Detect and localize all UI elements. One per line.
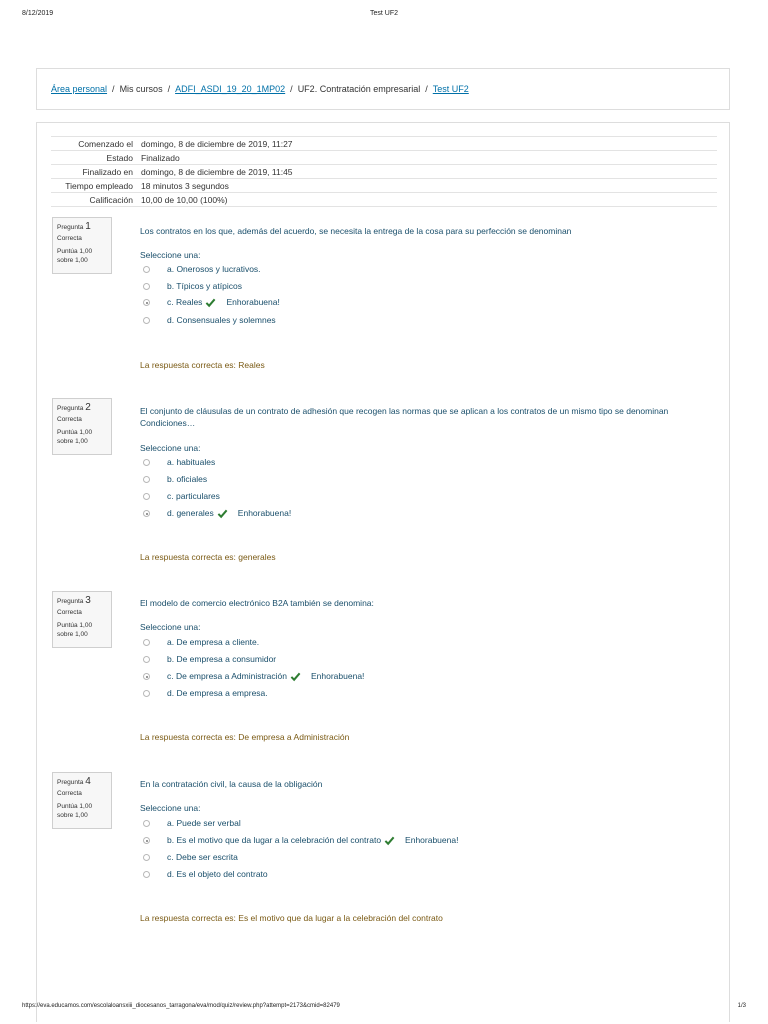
radio-button-checked[interactable] <box>143 510 150 517</box>
question-grade: Puntúa 1,00 sobre 1,00 <box>57 248 93 264</box>
option-label: a. Onerosos y lucrativos. <box>167 264 261 274</box>
breadcrumb-section: UF2. Contratación empresarial <box>297 84 421 94</box>
option-label: c. Debe ser escrita <box>167 852 238 862</box>
breadcrumb-separator: / <box>112 84 115 94</box>
question-number: Pregunta 2 <box>57 402 91 413</box>
summary-value: 18 minutos 3 segundos <box>141 179 717 193</box>
right-answer: La respuesta correcta es: De empresa a Administración <box>140 732 350 742</box>
question-info-box <box>52 591 112 648</box>
summary-value: 10,00 de 10,00 (100%) <box>141 193 717 207</box>
option-label: b. De empresa a consumidor <box>167 654 277 664</box>
question-text: El modelo de comercio electrónico B2A también se denomina: <box>140 598 374 608</box>
answer-prompt: Seleccione una: <box>140 803 201 813</box>
option-label: d. Es el objeto del contrato <box>167 869 268 879</box>
question-state: Correcta <box>57 609 82 616</box>
answer-prompt: Seleccione una: <box>140 622 201 632</box>
right-answer: La respuesta correcta es: Reales <box>140 360 265 370</box>
breadcrumb-separator: / <box>425 84 428 94</box>
radio-button[interactable] <box>143 459 150 466</box>
question-grade: Puntúa 1,00 sobre 1,00 <box>57 429 93 445</box>
right-answer: La respuesta correcta es: generales <box>140 552 276 562</box>
summary-row <box>51 137 717 151</box>
question-info-box <box>52 217 112 274</box>
print-footer <box>0 1003 768 1015</box>
summary-value: Finalizado <box>141 151 717 165</box>
summary-key: Comenzado el <box>51 137 141 151</box>
breadcrumb-course-link[interactable]: ADFI_ASDI_19_20_1MP02 <box>175 84 286 94</box>
option-label: a. De empresa a cliente. <box>167 637 260 647</box>
feedback-text: Enhorabuena! <box>311 671 365 681</box>
answer-prompt: Seleccione una: <box>140 443 201 453</box>
radio-button[interactable] <box>143 820 150 827</box>
radio-button-checked[interactable] <box>143 837 150 844</box>
option-label: d. generales <box>167 508 214 518</box>
option-label: d. Consensuales y solemnes <box>167 315 276 325</box>
summary-key: Estado <box>51 151 141 165</box>
correct-check-icon <box>384 835 395 846</box>
radio-button[interactable] <box>143 266 150 273</box>
radio-button[interactable] <box>143 317 150 324</box>
radio-button[interactable] <box>143 476 150 483</box>
radio-button[interactable] <box>143 639 150 646</box>
correct-check-icon <box>290 671 301 682</box>
summary-value: domingo, 8 de diciembre de 2019, 11:27 <box>141 137 717 151</box>
breadcrumb-quiz-link[interactable]: Test UF2 <box>432 84 469 94</box>
question-grade: Puntúa 1,00 sobre 1,00 <box>57 622 93 638</box>
question-state: Correcta <box>57 235 82 242</box>
option-label: b. Típicos y atípicos <box>167 281 242 291</box>
summary-row <box>51 179 717 193</box>
question-grade: Puntúa 1,00 sobre 1,00 <box>57 803 93 819</box>
radio-button[interactable] <box>143 656 150 663</box>
question-info-box <box>52 398 112 455</box>
breadcrumb-courses: Mis cursos <box>119 84 163 94</box>
option-label: b. Es el motivo que da lugar a la celebración del contrato <box>167 835 382 845</box>
option-label: a. Puede ser verbal <box>167 818 241 828</box>
radio-button[interactable] <box>143 493 150 500</box>
question-text: Los contratos en los que, además del acuerdo, se necesita la entrega de la cosa para su perfección se denominan <box>140 226 572 236</box>
option-label: d. De empresa a empresa. <box>167 688 268 698</box>
feedback-text: Enhorabuena! <box>237 508 292 518</box>
option-label: c. De empresa a Administración <box>167 671 287 681</box>
breadcrumb-separator: / <box>167 84 171 94</box>
radio-button[interactable] <box>143 690 150 697</box>
option-label: b. oficiales <box>167 474 208 484</box>
print-date: 8/12/2019 <box>22 10 54 17</box>
answer-prompt: Seleccione una: <box>140 250 201 260</box>
radio-button[interactable] <box>143 283 150 290</box>
radio-button-checked[interactable] <box>143 299 150 306</box>
option-label: c. Reales <box>167 297 203 307</box>
question-state: Correcta <box>57 790 82 797</box>
print-title: Test UF2 <box>369 10 398 17</box>
summary-row <box>51 151 717 165</box>
print-header <box>0 10 768 22</box>
summary-value: domingo, 8 de diciembre de 2019, 11:45 <box>141 165 717 179</box>
correct-check-icon <box>205 297 216 308</box>
print-url: https://eva.educamos.com/escolaloansxiii_diocesanos_tarragona/eva/mod/quiz/review.php?attempt=2173&cmid=82479 <box>22 1003 340 1009</box>
breadcrumb-home-link[interactable]: Área personal <box>51 84 108 94</box>
breadcrumb-panel <box>36 68 730 110</box>
breadcrumb-separator: / <box>290 84 293 94</box>
question-number: Pregunta 3 <box>57 595 91 606</box>
right-answer: La respuesta correcta es: Es el motivo que da lugar a la celebración del contrato <box>140 913 443 923</box>
radio-button[interactable] <box>143 854 150 861</box>
feedback-text: Enhorabuena! <box>226 297 280 307</box>
question-info-box <box>52 772 112 829</box>
option-label: c. particulares <box>167 491 220 501</box>
attempt-summary-table <box>51 136 717 207</box>
summary-key: Calificación <box>51 193 141 207</box>
option-label: a. habituales <box>167 457 216 467</box>
summary-row <box>51 165 717 179</box>
radio-button-checked[interactable] <box>143 673 150 680</box>
feedback-text: Enhorabuena! <box>405 835 459 845</box>
question-text: El conjunto de cláusulas de un contrato de adhesión que recogen las normas que se aplican a los contratos de un mismo tipo se denominan Condiciones… <box>140 406 669 428</box>
summary-row <box>51 193 717 207</box>
question-state: Correcta <box>57 416 82 423</box>
radio-button[interactable] <box>143 871 150 878</box>
question-number: Pregunta 1 <box>57 221 91 232</box>
question-text: En la contratación civil, la causa de la obligación <box>140 779 323 789</box>
question-number: Pregunta 4 <box>57 776 91 787</box>
breadcrumb <box>51 84 469 94</box>
correct-check-icon <box>217 508 228 519</box>
summary-key: Finalizado en <box>51 165 141 179</box>
summary-key: Tiempo empleado <box>51 179 141 193</box>
print-page-number: 1/3 <box>737 1003 746 1009</box>
